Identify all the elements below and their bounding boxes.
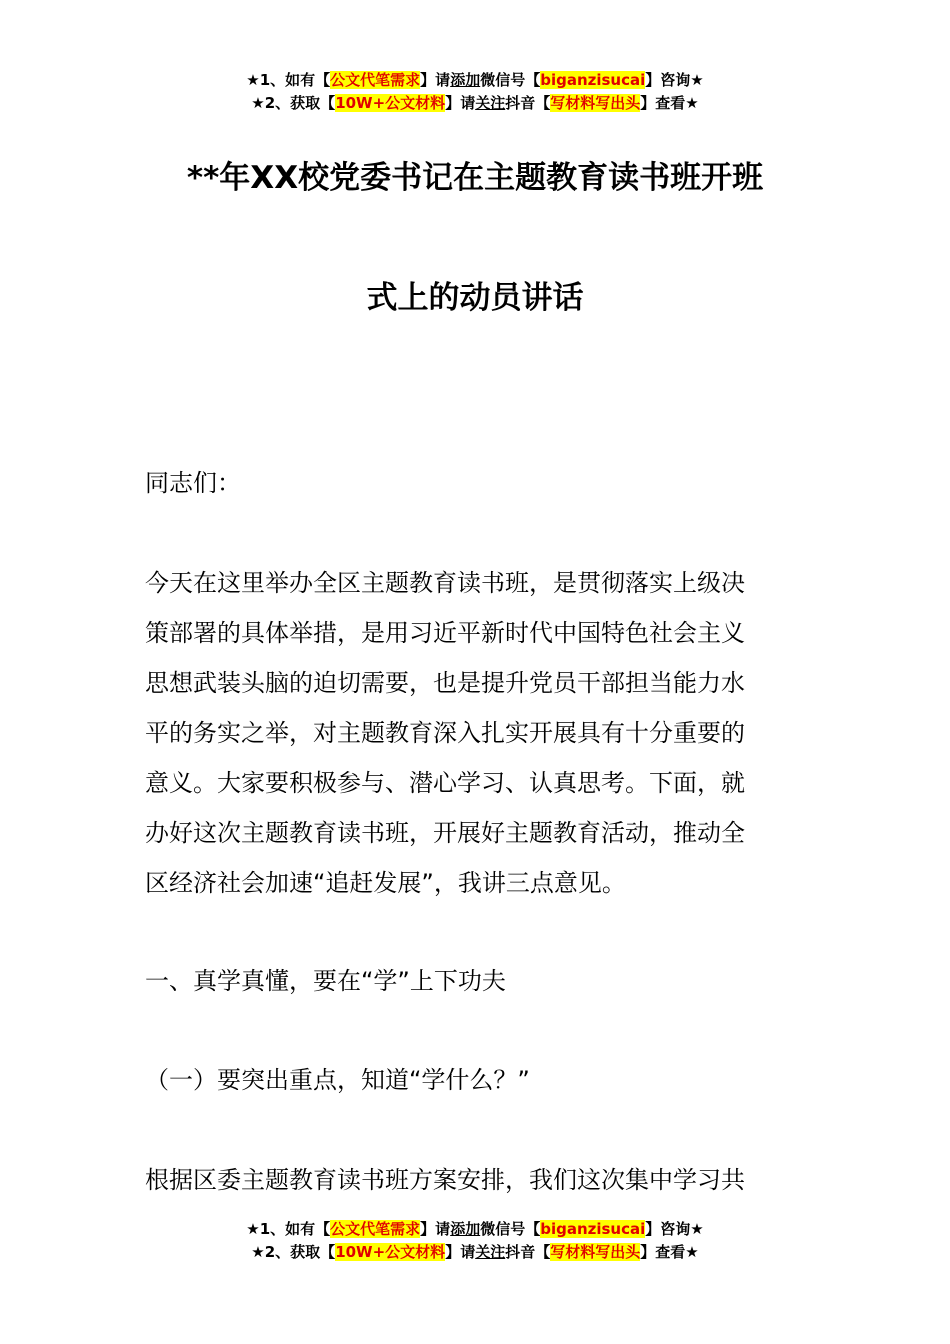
promo-highlight: 10W+公文材料 (335, 94, 446, 112)
douyin-account: 写材料写出头 (550, 1243, 641, 1261)
paragraph-line: 思想武装头脑的迫切需要，也是提升党员干部担当能力水 (145, 669, 745, 697)
paragraph-line: 办好这次主题教育读书班，开展好主题教育活动，推动全 (145, 819, 745, 847)
document-title-line-2: 式上的动员讲话 (366, 280, 584, 316)
footer-promo-banner (0, 1218, 950, 1264)
subsection-heading-1: （一）要突出重点，知道“学什么？” (145, 1066, 530, 1094)
paragraph-line: 意义。大家要积极参与、潜心学习、认真思考。下面，就 (145, 769, 745, 797)
paragraph-line: 区经济社会加速“追赶发展”，我讲三点意见。 (145, 869, 626, 897)
wechat-id: biganzisucai (540, 71, 646, 89)
wechat-id: biganzisucai (540, 1220, 646, 1238)
salutation: 同志们： (145, 469, 241, 497)
promo-highlight: 公文代笔需求 (330, 1220, 421, 1238)
header-promo-banner (0, 69, 950, 115)
promo-line-2: ★2、获取【10W+公文材料】请关注抖音【写材料写出头】查看★ (251, 1243, 699, 1261)
paragraph-line: 今天在这里举办全区主题教育读书班，是贯彻落实上级决 (145, 569, 745, 597)
paragraph-line: 平的务实之举，对主题教育深入扎实开展具有十分重要的 (145, 719, 745, 747)
body-paragraph-1 (145, 558, 810, 908)
promo-line-1: ★1、如有【公文代笔需求】请添加微信号【biganzisucai】咨询★ (246, 1220, 704, 1238)
section-heading-1: 一、真学真懂，要在“学”上下功夫 (145, 967, 506, 995)
paragraph-line: 策部署的具体举措，是用习近平新时代中国特色社会主义 (145, 619, 745, 647)
promo-highlight: 10W+公文材料 (335, 1243, 446, 1261)
douyin-account: 写材料写出头 (550, 94, 641, 112)
promo-line-1: ★1、如有【公文代笔需求】请添加微信号【biganzisucai】咨询★ (246, 71, 704, 89)
document-title-line-1: **年XX校党委书记在主题教育读书班开班 (186, 160, 764, 196)
promo-highlight: 公文代笔需求 (330, 71, 421, 89)
body-paragraph-2: 根据区委主题教育读书班方案安排，我们这次集中学习共 (145, 1166, 745, 1194)
promo-line-2: ★2、获取【10W+公文材料】请关注抖音【写材料写出头】查看★ (251, 94, 699, 112)
